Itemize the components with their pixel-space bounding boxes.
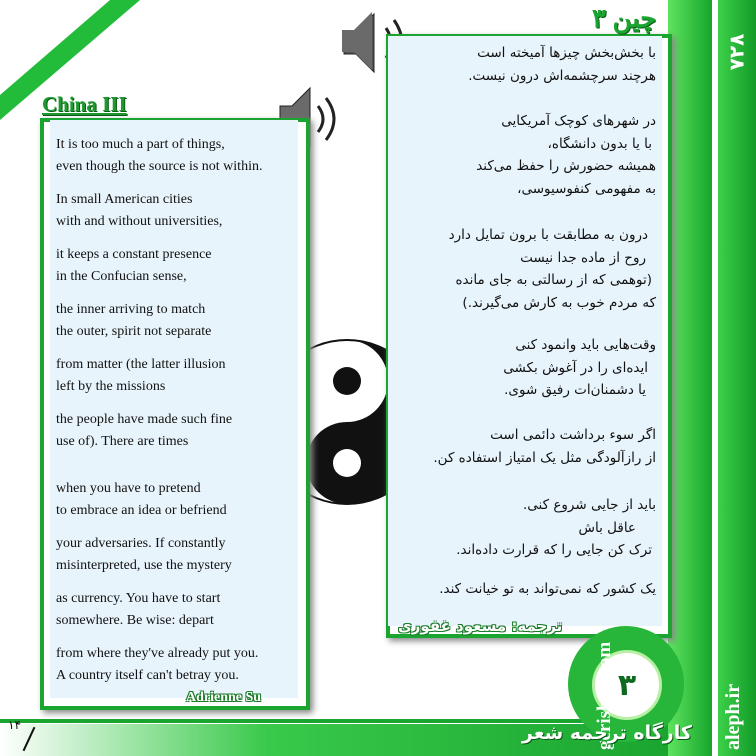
- persian-line: یا دشمنان‌ات رفیق شوی.: [504, 382, 646, 398]
- persian-line: که مردم خوب به کارش می‌گیرند.): [462, 294, 656, 311]
- persian-stanza: [406, 424, 656, 469]
- persian-line: عاقل باش: [578, 519, 636, 536]
- issue-number: ۷۲۸: [724, 33, 749, 71]
- persian-line: به مفهومی کنفوسیوسی،: [517, 180, 656, 197]
- english-line: somewhere. Be wise: depart: [56, 613, 214, 628]
- english-line: In small American cities: [56, 192, 193, 207]
- english-line: when you have to pretend: [56, 481, 201, 496]
- persian-line: یک کشور که نمی‌تواند به تو خیانت کند.: [439, 581, 656, 597]
- persian-stanza: [406, 224, 656, 314]
- persian-line: در شهرهای کوچک آمریکایی: [501, 113, 656, 129]
- english-line: in the Confucian sense,: [56, 269, 187, 284]
- english-line: A country itself can't betray you.: [56, 668, 239, 683]
- persian-line: ایده‌ای را در آغوش بکشی: [503, 359, 648, 376]
- english-line: from where they've already put you.: [56, 646, 259, 661]
- english-stanza: [56, 409, 296, 453]
- persian-line: ترک کن جایی را که قرارت داده‌اند.: [456, 542, 652, 558]
- persian-line: از رازآلودگی مثل یک امتیاز استفاده کن.: [433, 449, 656, 466]
- right-green-bar-outer: [718, 0, 756, 756]
- english-line: as currency. You have to start: [56, 591, 221, 606]
- english-line: the inner arriving to match: [56, 302, 206, 317]
- site-url-gerishna[interactable]: gerishna.com: [594, 641, 615, 750]
- persian-stanza: [406, 578, 656, 601]
- english-stanza: [56, 643, 296, 687]
- persian-line: با بخش‌بخش چیزها آمیخته است: [477, 45, 656, 61]
- persian-poem-title: چین ۳: [592, 4, 657, 33]
- right-green-bar: [668, 0, 712, 756]
- persian-stanza: [406, 110, 656, 200]
- persian-line: درون به مطابقت با برون تمایل دارد: [448, 227, 648, 243]
- persian-line: با یا بدون دانشگاه،: [547, 135, 652, 152]
- site-url-aleph[interactable]: aleph.ir: [722, 683, 744, 750]
- english-line: from matter (the latter illusion: [56, 357, 226, 372]
- persian-line: هرچند سرچشمه‌اش درون نیست.: [468, 67, 656, 84]
- english-stanza: [56, 189, 296, 233]
- persian-line: همیشه حضورش را حفظ می‌کند: [476, 158, 656, 174]
- english-line: with and without universities,: [56, 214, 223, 229]
- english-line: It is too much a part of things,: [56, 137, 225, 152]
- english-stanza: [56, 533, 296, 577]
- persian-stanza: [406, 42, 656, 87]
- english-line: the people have made such fine: [56, 412, 233, 427]
- persian-line: (توهمی که از رسالتی به جای مانده: [455, 272, 652, 288]
- page-number: ۱۴: [8, 718, 21, 732]
- english-line: misinterpreted, use the mystery: [56, 558, 232, 573]
- persian-poem-translator: ترجمه: مسعود غفوری: [398, 617, 563, 635]
- english-stanza: [56, 299, 296, 343]
- english-line: your adversaries. If constantly: [56, 536, 226, 551]
- english-line: use of). There are times: [56, 434, 189, 449]
- persian-line: روح از ماده جدا نیست: [520, 249, 646, 266]
- english-line: even though the source is not within.: [56, 159, 263, 174]
- english-line: left by the missions: [56, 379, 166, 394]
- persian-line: وقت‌هایی باید وانمود کنی: [515, 337, 656, 353]
- persian-stanza: [406, 334, 656, 402]
- english-line: it keeps a constant presence: [56, 247, 212, 262]
- persian-line: اگر سوء برداشت دائمی است: [490, 427, 656, 443]
- english-poem-title: China III: [42, 92, 127, 116]
- english-stanza: [56, 478, 296, 522]
- english-stanza: [56, 244, 296, 288]
- english-line: to embrace an idea or befriend: [56, 503, 227, 518]
- yin-yang-icon: [302, 338, 392, 506]
- corner-triangle-inner: [0, 0, 110, 95]
- section-title: کارگاه ترجمه شعر: [522, 722, 692, 744]
- persian-line: باید از جایی شروع کنی.: [523, 497, 656, 513]
- english-stanza: [56, 354, 296, 398]
- english-stanza: [56, 134, 296, 178]
- circle-number: ۳: [592, 650, 662, 720]
- english-stanza: [56, 588, 296, 632]
- persian-stanza: [406, 494, 656, 562]
- english-poem-author: Adrienne Su: [186, 690, 262, 705]
- english-line: the outer, spirit not separate: [56, 324, 212, 339]
